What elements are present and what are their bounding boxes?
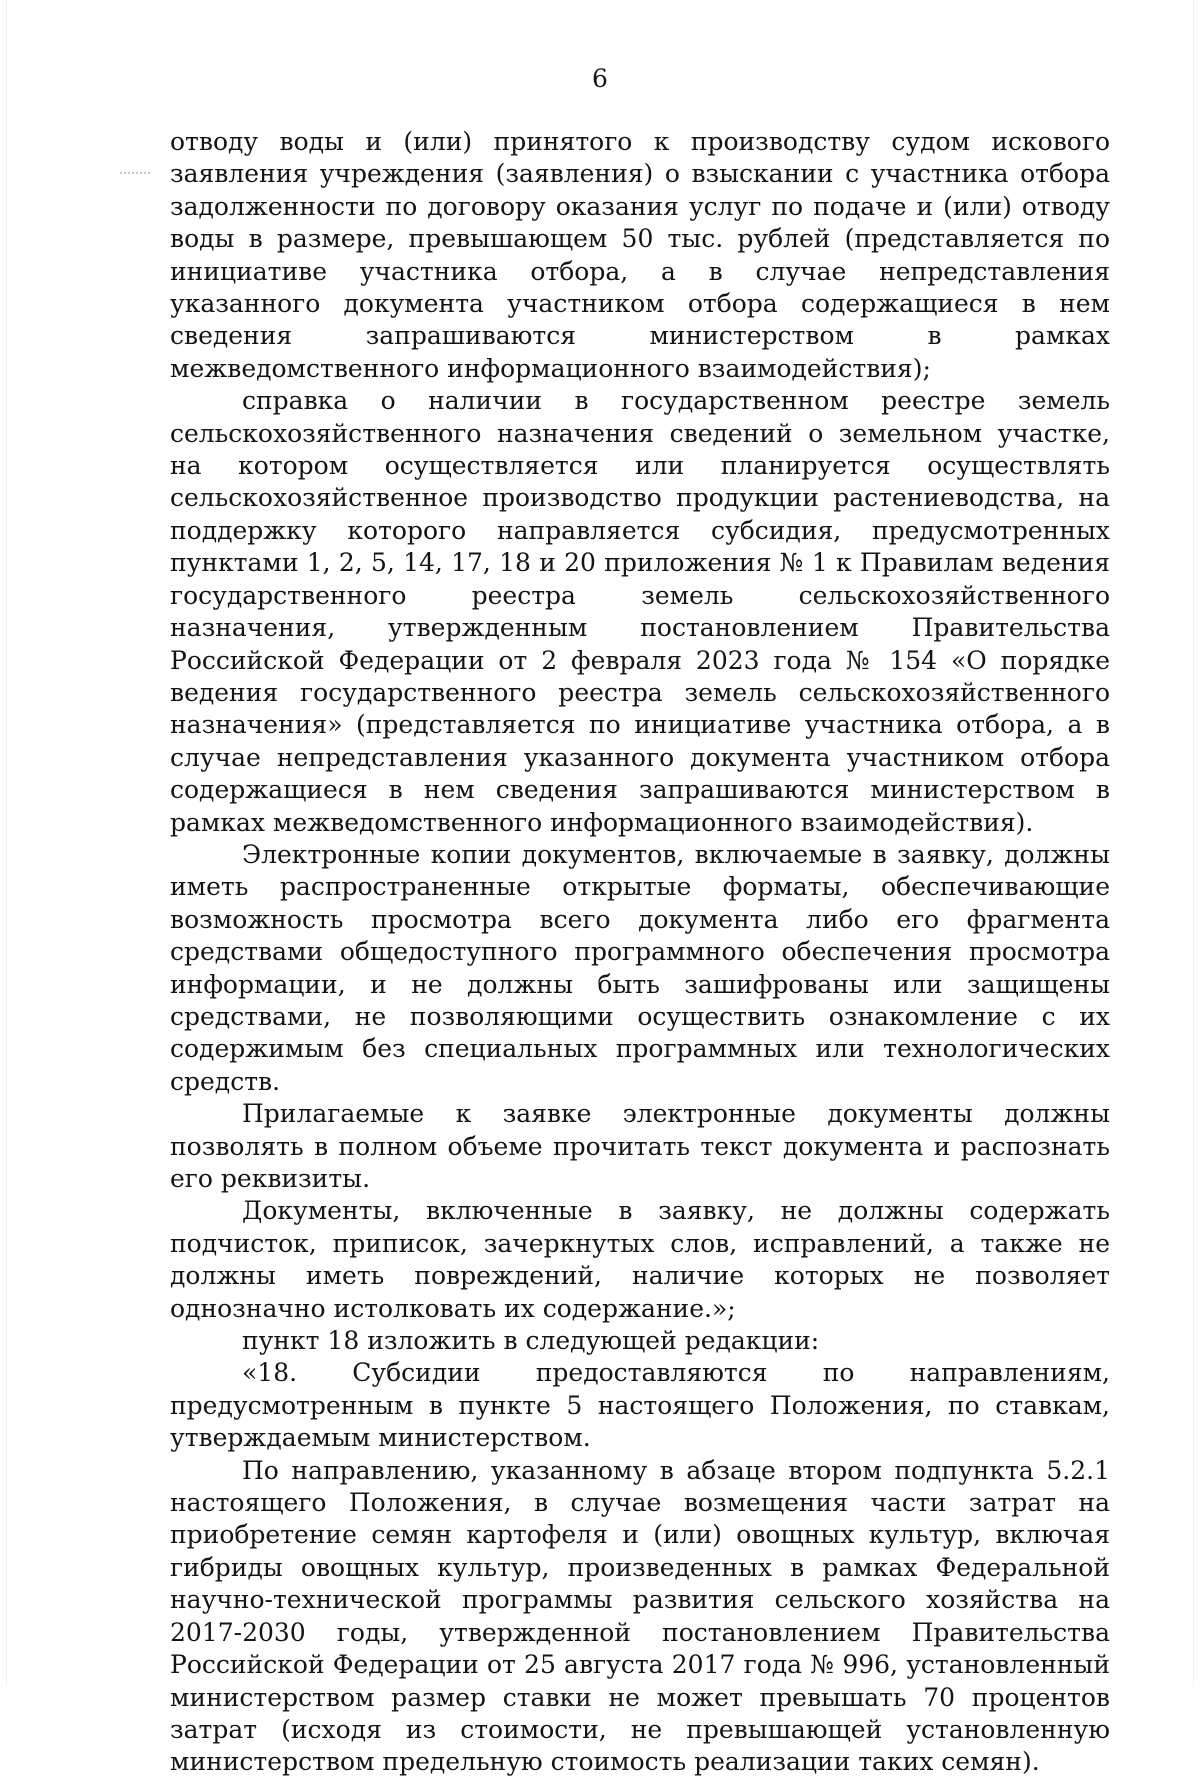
paragraph-continued-water-debt: отводу воды и (или) принятого к производству судом искового заявления учреждения (заявления) о взыскании с участника отбора задолженности по договору оказания услуг по подаче и (или) отводу воды в размере, превышающем 50 тыс. рублей (представляется по инициативе участника отбора, а в случае непредставления указанного документа участником отбора содержащиеся в нем сведения запрашиваются министерством в рамках межведомственного информационного взаимодействия); bbox=[170, 127, 1110, 383]
scan-artifact-mark bbox=[120, 172, 150, 178]
scan-edge-right bbox=[1193, 0, 1194, 1686]
paragraph-land-registry-certificate: справка о наличии в государственном реестре земель сельскохозяйственного назначения сведений о земельном участке, на котором осуществляется или планируется осуществлять сельскохозяйственное производство продукции растениеводства, на поддержку которого направляется субсидия, предусмотренных пунктами 1, 2, 5, 14, 17, 18 и 20 приложения № 1 к Правилам ведения государственного реестра земель сельскохозяйственного назначения, утвержденным постановлением Правительства Российской Федерации от 2 февраля 2023 года № 154 «О порядке ведения государственного реестра земель сельскохозяйственного назначения» (представляется по инициативе участника отбора, а в случае непредставления указанного документа участником отбора содержащиеся в нем сведения запрашиваются министерством в рамках межведомственного информационного взаимодействия). bbox=[170, 386, 1110, 837]
paragraph-seed-cost-rate-limit: По направлению, указанному в абзаце втором подпункта 5.2.1 настоящего Положения, в случае возмещения части затрат на приобретение семян картофеля и (или) овощных культур, включая гибриды овощных культур, произведенных в рамках Федеральной научно-технической программы развития сельского хозяйства на 2017-2030 годы, утвержденной постановлением Правительства Российской Федерации от 25 августа 2017 года № 996, установленный министерством размер ставки не может превышать 70 процентов затрат (исходя из стоимости, не превышающей установленную министерством предельную стоимость реализации таких семян). bbox=[170, 1455, 1110, 1777]
scan-edge-left bbox=[6, 0, 7, 1686]
paragraph-electronic-copies-formats: Электронные копии документов, включаемые в заявку, должны иметь распространенные открытые форматы, обеспечивающие возможность просмотра всего документа либо его фрагмента средствами общедоступного программного обеспечения просмотра информации, и не должны быть зашифрованы или защищены средствами, не позволяющими осуществить ознакомление с их содержимым без специальных программных или технологических средств. bbox=[170, 839, 1110, 1096]
paragraph-clause-18-subsidies-rates: «18. Субсидии предоставляются по направлениям, предусмотренным в пункте 5 настоящего Положения, по ставкам, утверждаемым министерством. bbox=[170, 1358, 1110, 1453]
page-number: 6 bbox=[592, 64, 608, 93]
paragraph-attached-documents-readable: Прилагаемые к заявке электронные документы должны позволять в полном объеме прочитать текст документа и распознать его реквизиты. bbox=[170, 1099, 1110, 1193]
paragraph-clause-18-amendment: пункт 18 изложить в следующей редакции: bbox=[242, 1326, 820, 1356]
document-body bbox=[170, 126, 1110, 1779]
paragraph-documents-no-corrections: Документы, включенные в заявку, не должны содержать подчисток, приписок, зачеркнутых слов, исправлений, а также не должны иметь повреждений, наличие которых не позволяет однозначно истолковать их содержание.»; bbox=[170, 1196, 1110, 1323]
